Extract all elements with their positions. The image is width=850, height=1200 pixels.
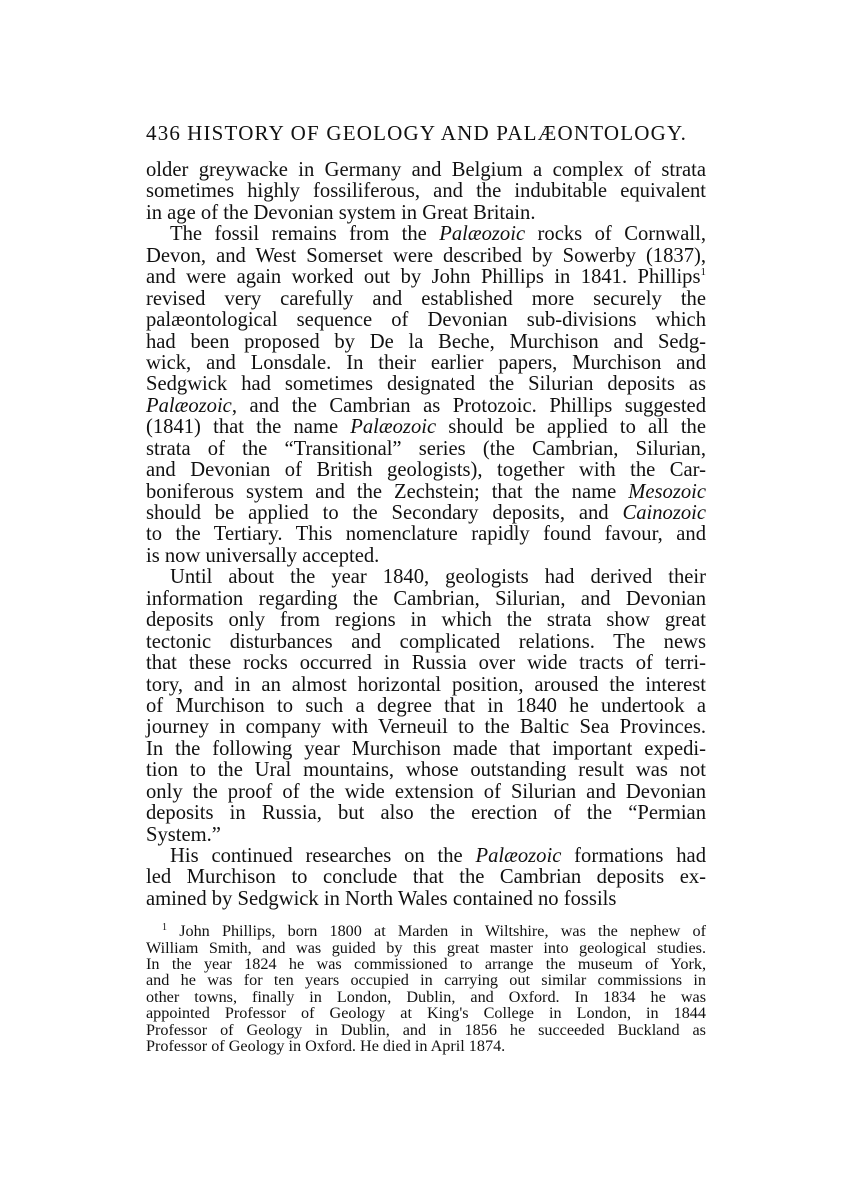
footnote-marker: 1 (162, 922, 167, 934)
paragraph (146, 160, 706, 224)
paragraph (146, 846, 706, 910)
footnote-line: In the year 1824 he was commissioned to arrange the museum of York, (146, 955, 706, 974)
text-line: deposits in Russia, but also the erection of the “Permian (146, 802, 706, 825)
text-line: The fossil remains from the Palæozoic rocks of Cornwall, (170, 223, 706, 246)
text-line: led Murchison to conclude that the Cambrian deposits ex- (146, 866, 706, 889)
footnote-reference[interactable]: 1 (700, 266, 706, 279)
text-line: and Devonian of British geologists), together with the Car- (146, 459, 706, 482)
text-line: that these rocks occurred in Russia over wide tracts of terri- (146, 652, 706, 675)
footnotes (146, 923, 706, 1054)
running-header (146, 120, 706, 146)
body-text (146, 160, 706, 910)
text-line: Sedgwick had sometimes designated the Silurian deposits as (146, 373, 706, 396)
italic-term: Palæozoic (350, 416, 437, 439)
text-line: tion to the Ural mountains, whose outstanding result was not (146, 759, 706, 782)
running-title: HISTORY OF GEOLOGY AND PALÆONTOLOGY. (187, 121, 688, 145)
text-line: wick, and Lonsdale. In their earlier papers, Murchison and (146, 351, 706, 374)
book-page (146, 120, 706, 1054)
text-line: Until about the year 1840, geologists had derived their (170, 566, 706, 589)
text-line: information regarding the Cambrian, Silurian, and Devonian (146, 587, 706, 610)
footnote-line: $^1$ John Phillips, born 1800 at Marden in Wiltshire, was the nephew of (162, 922, 707, 941)
text-line: In the following year Murchison made that important expedi- (146, 737, 706, 760)
text-line: journey in company with Verneuil to the Baltic Sea Provinces. (146, 716, 706, 739)
text-line: strata of the “Transitional” series (the Cambrian, Silurian, (146, 437, 706, 460)
footnote-line: and he was for ten years occupied in carrying out similar commissions in (146, 971, 706, 990)
italic-term: Cainozoic (622, 502, 706, 524)
footnote-line: appointed Professor of Geology at King's College in London, in 1844 (146, 1004, 706, 1023)
paragraph (146, 567, 706, 846)
page-number: 436 (146, 121, 182, 145)
text-line: tory, and in an almost horizontal position, aroused the interest (146, 673, 706, 696)
text-line: tectonic disturbances and complicated relations. The news (146, 630, 706, 653)
text-line: had been proposed by De la Beche, Murchison and Sedg- (146, 330, 706, 353)
text-line: His continued researches on the Palæozoic formations had (170, 845, 706, 867)
italic-term: Mesozoic (628, 480, 706, 503)
text-line: amined by Sedgwick in North Wales contained no fossils (146, 887, 617, 910)
text-line: and were again worked out by John Phillips in 1841. Phillips$^1$ (146, 266, 706, 289)
text-line: (1841) that the name Palæozoic should be applied to all the (146, 416, 706, 439)
text-line: palæontological sequence of Devonian sub-divisions which (146, 309, 706, 332)
footnote-line: Professor of Geology in Oxford. He died in April 1874. (146, 1037, 506, 1056)
text-line: to the Tertiary. This nomenclature rapidly found favour, and (146, 523, 706, 546)
paragraph (146, 224, 706, 567)
italic-term: Palæozoic (146, 394, 232, 417)
text-line: of Murchison to such a degree that in 1840 he undertook a (146, 694, 706, 717)
italic-term: Palæozoic (475, 845, 562, 867)
text-line: in age of the Devonian system in Great Britain. (146, 201, 536, 224)
text-line: boniferous system and the Zechstein; that the name Mesozoic (146, 480, 706, 503)
text-line: sometimes highly fossiliferous, and the indubitable equivalent (146, 180, 706, 203)
text-line: Devon, and West Somerset were described by Sowerby (1837), (146, 244, 706, 267)
text-line: System.” (146, 823, 221, 846)
text-line: deposits only from regions in which the strata show great (146, 609, 706, 632)
text-line: Palæozoic, and the Cambrian as Protozoic. Phillips suggested (146, 394, 706, 417)
text-line: revised very carefully and established more securely the (146, 287, 706, 310)
footnote-line: other towns, finally in London, Dublin, and Oxford. In 1834 he was (146, 987, 706, 1006)
footnote-line: William Smith, and was guided by this great master into geological studies. (146, 938, 706, 957)
text-line: should be applied to the Secondary deposits, and Cainozoic (146, 502, 706, 524)
text-line: only the proof of the wide extension of Silurian and Devonian (146, 780, 706, 803)
text-line: older greywacke in Germany and Belgium a complex of strata (146, 159, 706, 181)
footnote-line: Professor of Geology in Dublin, and in 1856 he succeeded Buckland as (146, 1020, 706, 1039)
italic-term: Palæozoic (439, 223, 526, 246)
text-line: is now universally accepted. (146, 544, 380, 567)
